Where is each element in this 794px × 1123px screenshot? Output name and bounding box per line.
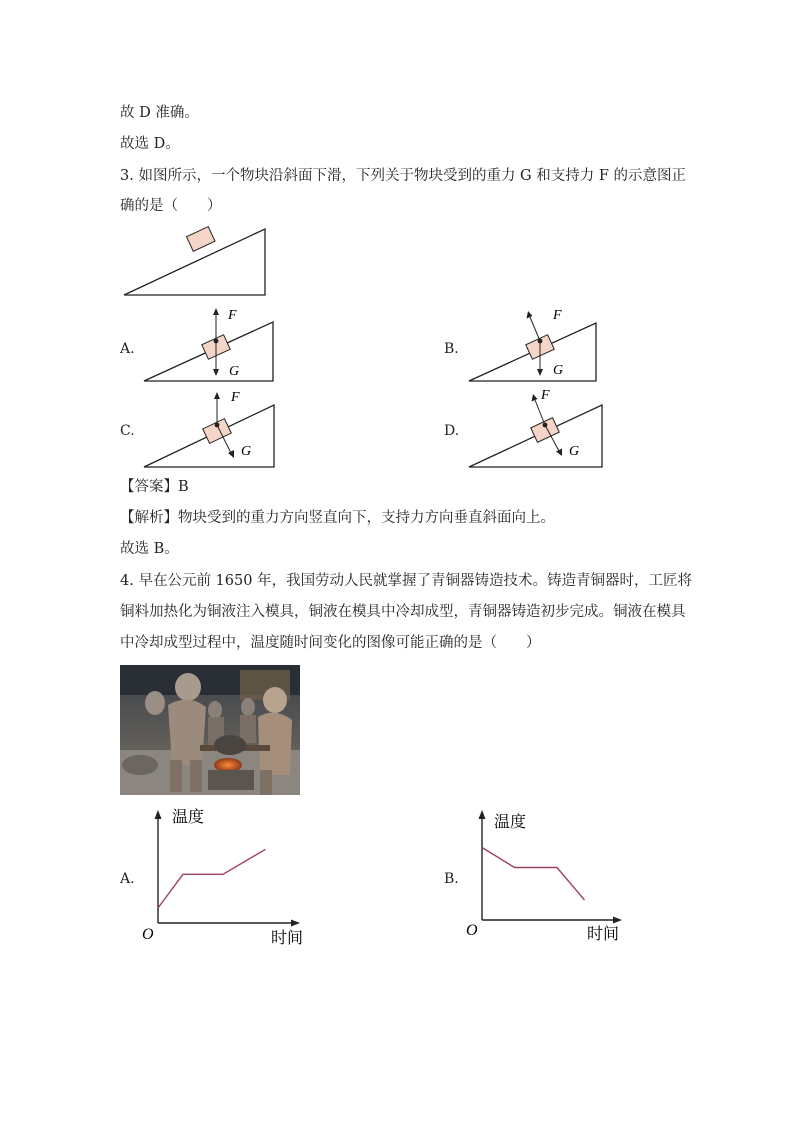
block [186, 227, 215, 252]
option-b-figure [465, 305, 610, 385]
option-d-figure [465, 387, 610, 469]
option-a-figure [140, 305, 285, 385]
answer-tag: 【答案】 [120, 479, 178, 495]
option-a-label: A. [120, 341, 135, 357]
text-line-2: 故选 D。 [120, 136, 180, 152]
graph-b-curve [482, 848, 585, 901]
force-label-g: G [569, 444, 580, 459]
question-4-line-3: 中冷却成型过程中，温度随时间变化的图像可能正确的是（ ） [120, 635, 541, 651]
graph-b [462, 805, 642, 950]
question-4-line-2: 铜料加热化为铜液注入模具，铜液在模具中冷却成型，青铜器铸造初步完成。铜液在模具 [120, 604, 686, 620]
answer-line [120, 477, 189, 497]
option-c-label: C. [120, 423, 135, 439]
question-3-line-2: 确的是（ ） [120, 198, 222, 214]
analysis-tag: 【解析】 [120, 510, 178, 526]
option-c-figure [140, 387, 285, 469]
graph-option-a-label: A. [120, 871, 135, 887]
text-line-1: 故 D 准确。 [120, 105, 199, 121]
bronze-casting-photo [120, 665, 300, 795]
graph-a-ylabel: 温度 [172, 809, 205, 826]
question-4-line-1: 4. 早在公元前 1650 年，我国劳动人民就掌握了青铜器铸造技术。铸造青铜器时，工匠将 [120, 573, 693, 589]
force-label-g: G [241, 444, 252, 459]
force-label-g: G [553, 363, 564, 378]
answer-value: B [178, 479, 189, 495]
graph-b-ylabel: 温度 [494, 814, 527, 831]
force-label-f: F [231, 390, 240, 405]
graph-option-b-label: B. [444, 871, 459, 887]
graph-a-origin: O [142, 926, 154, 943]
graph-a-curve [158, 849, 266, 908]
analysis-line [120, 508, 555, 528]
graph-b-xlabel: 时间 [587, 926, 620, 943]
graph-b-origin: O [466, 922, 478, 939]
force-label-f: F [541, 388, 550, 403]
force-label-f: F [553, 308, 562, 323]
option-b-label: B. [444, 341, 459, 357]
analysis-text: 物块受到的重力方向竖直向下，支持力方向垂直斜面向上。 [178, 510, 555, 526]
option-d-label: D. [444, 423, 460, 439]
graph-a-xlabel: 时间 [271, 930, 304, 947]
incline-figure [120, 225, 270, 300]
graph-a [138, 805, 318, 950]
force-label-g: G [229, 364, 240, 379]
text-line-choose-b: 故选 B。 [120, 541, 179, 557]
force-label-f: F [228, 308, 237, 323]
question-3-line-1: 3. 如图所示，一个物块沿斜面下滑，下列关于物块受到的重力 G 和支持力 F 的示意图正 [120, 168, 687, 184]
